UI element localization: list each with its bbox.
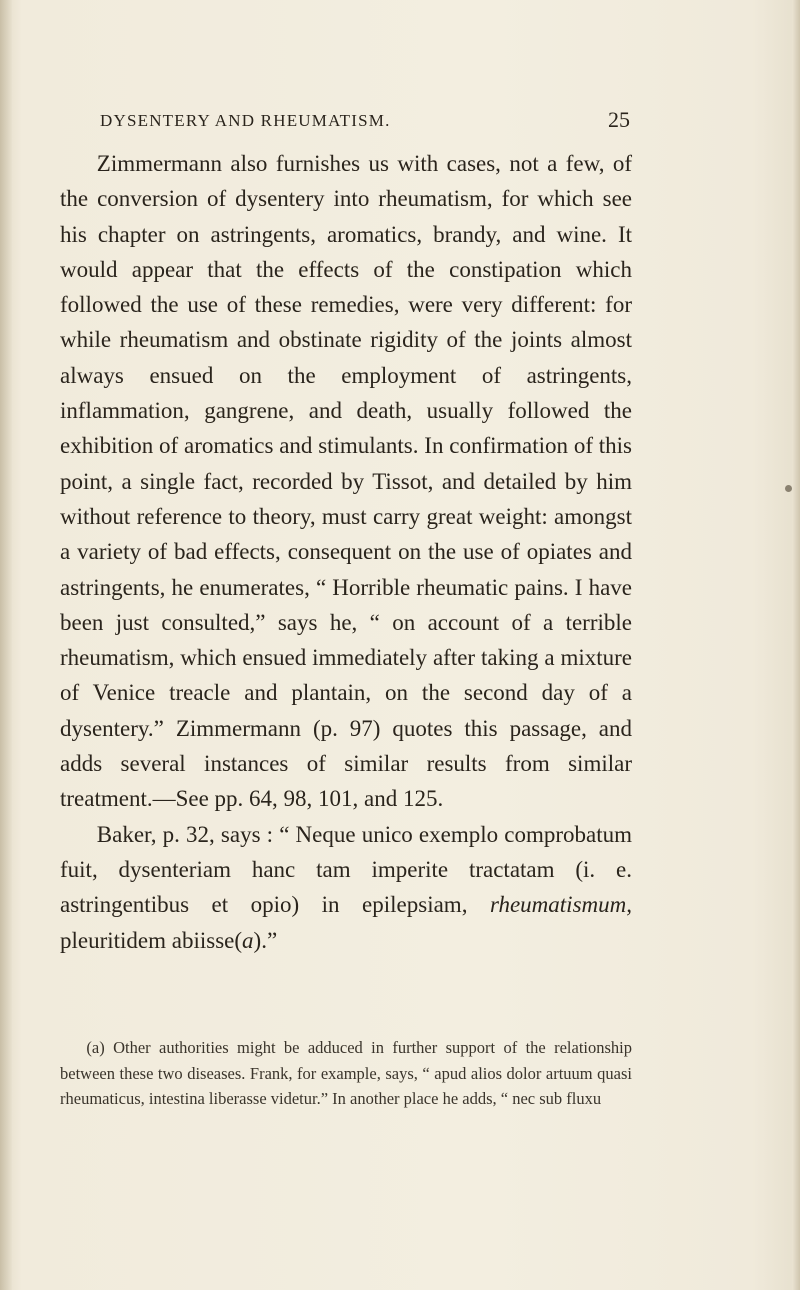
italic-term: rheumatismum, (489, 892, 632, 918)
paragraph-text: Zimmermann also furnishes us with cases, not a few, of the conversion of dysentery into rheumatism, for which see his chapter on astringents, aromatics, brandy, and wine. It would appear that the effects of the constipation which followed the use of these remedies, were very different: for while rheumatism and obstinate rigidity of the joints almost always ensued on the employment of astringents, inflammation, gangrene, and death, usually followed the exhibition of aromatics and stimulants. In confirmation of this point, a single fact, recorded by Tissot, and detailed by him without reference to theory, must carry great weight: amongst a variety of bad effects, consequent on the use of opiates and astringents, he enumerates, “ Horrible rheumatic pains. I have been just consulted,” says he, “ on account of a terrible rheumatism, which ensued immediately after taking a mixture of Venice treacle and plantain, on the second day of a dysentery.” Zimmermann (p. 97) quotes this passage, and adds several instances of similar results from similar treatment.—See pp. 64, 98, 101, and 125. (60, 151, 632, 812)
running-title: DYSENTERY AND RHEUMATISM. (100, 111, 391, 130)
footnote-paragraph (60, 1035, 632, 1112)
running-head (100, 107, 630, 137)
paragraph-text: Baker, p. 32, says : “ Neque unico exemplo comprobatum fuit, dysenteriam hanc tam imperite tractatam (i. e. astringentibus et opio) in epilepsiam, (60, 821, 632, 918)
page-gutter-shadow (0, 0, 12, 1290)
page-number: 25 (608, 107, 630, 132)
page-edge-shadow (792, 0, 800, 1290)
footnote-text: Other authorities might be adduced in further support of the relationship between these two diseases. Frank, for example, says, “ apud alios dolor artuum quasi rheumaticus, intestina liberasse videtur.” In another place he adds, “ nec sub fluxu (60, 1038, 632, 1108)
footnote-reference: a (242, 927, 254, 953)
footnote (60, 1035, 632, 1112)
ink-spot (785, 485, 792, 492)
main-text (60, 146, 632, 958)
paragraph (60, 817, 632, 958)
paragraph-text: pleuritidem abiisse( (60, 927, 243, 953)
paragraph (60, 146, 632, 817)
footnote-marker: (a) (86, 1038, 105, 1057)
paragraph-text: ).” (253, 927, 278, 953)
